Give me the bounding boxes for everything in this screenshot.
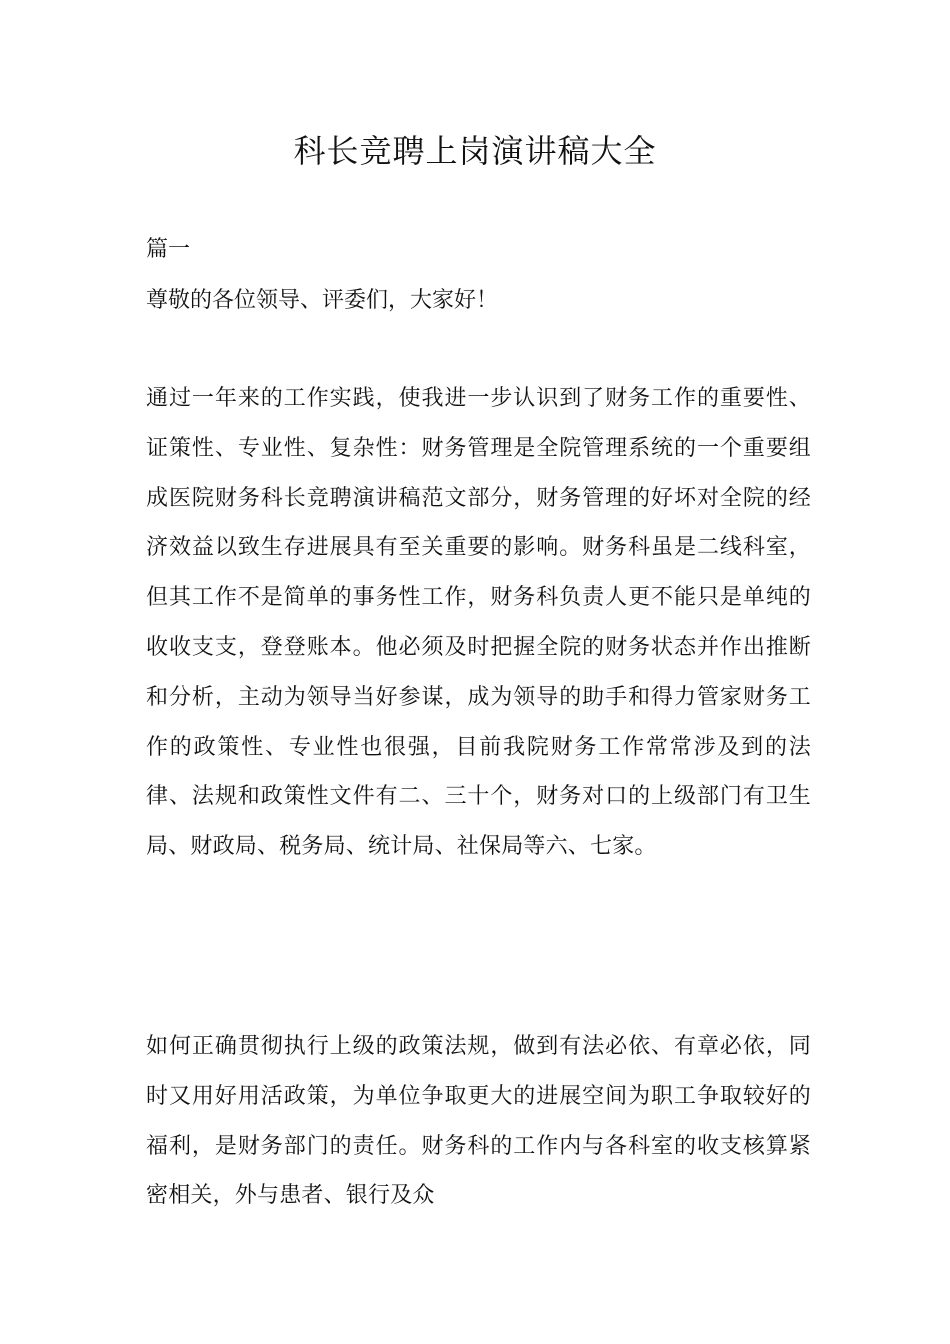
body-paragraph-1: 通过一年来的工作实践，使我进一步认识到了财务工作的重要性、证策性、专业性、复杂性：财务管理是全院管理系统的一个重要组成医院财务科长竞聘演讲稿范文部分，财务管理的好坏对全院的经济效益以致生存进展具有至关重要的影响。财务科虽是二线科室，但其工作不是简单的事务性工作，财务科负责人更不能只是单纯的收收支支，登登账本。他必须及时把握全院的财务状态并作出推断和分析，主动为领导当好参谋，成为领导的助手和得力管家财务工作的政策性、专业性也很强，目前我院财务工作常常涉及到的法律、法规和政策性文件有二、三十个，财务对口的上级部门有卫生局、财政局、税务局、统计局、社保局等六、七家。 — [146, 386, 811, 860]
greeting-line: 尊敬的各位领导、评委们，大家好！ — [146, 288, 499, 313]
document-title: 科长竞聘上岗演讲稿大全 — [293, 132, 657, 170]
section-label: 篇一 — [146, 237, 191, 262]
body-paragraph-2: 如何正确贯彻执行上级的政策法规，做到有法必依、有章必依，同时又用好用活政策，为单位争取更大的进展空间为职工争取较好的福利，是财务部门的责任。财务科的工作内与各科室的收支核算紧密相关，外与患者、银行及众 — [146, 1034, 811, 1209]
